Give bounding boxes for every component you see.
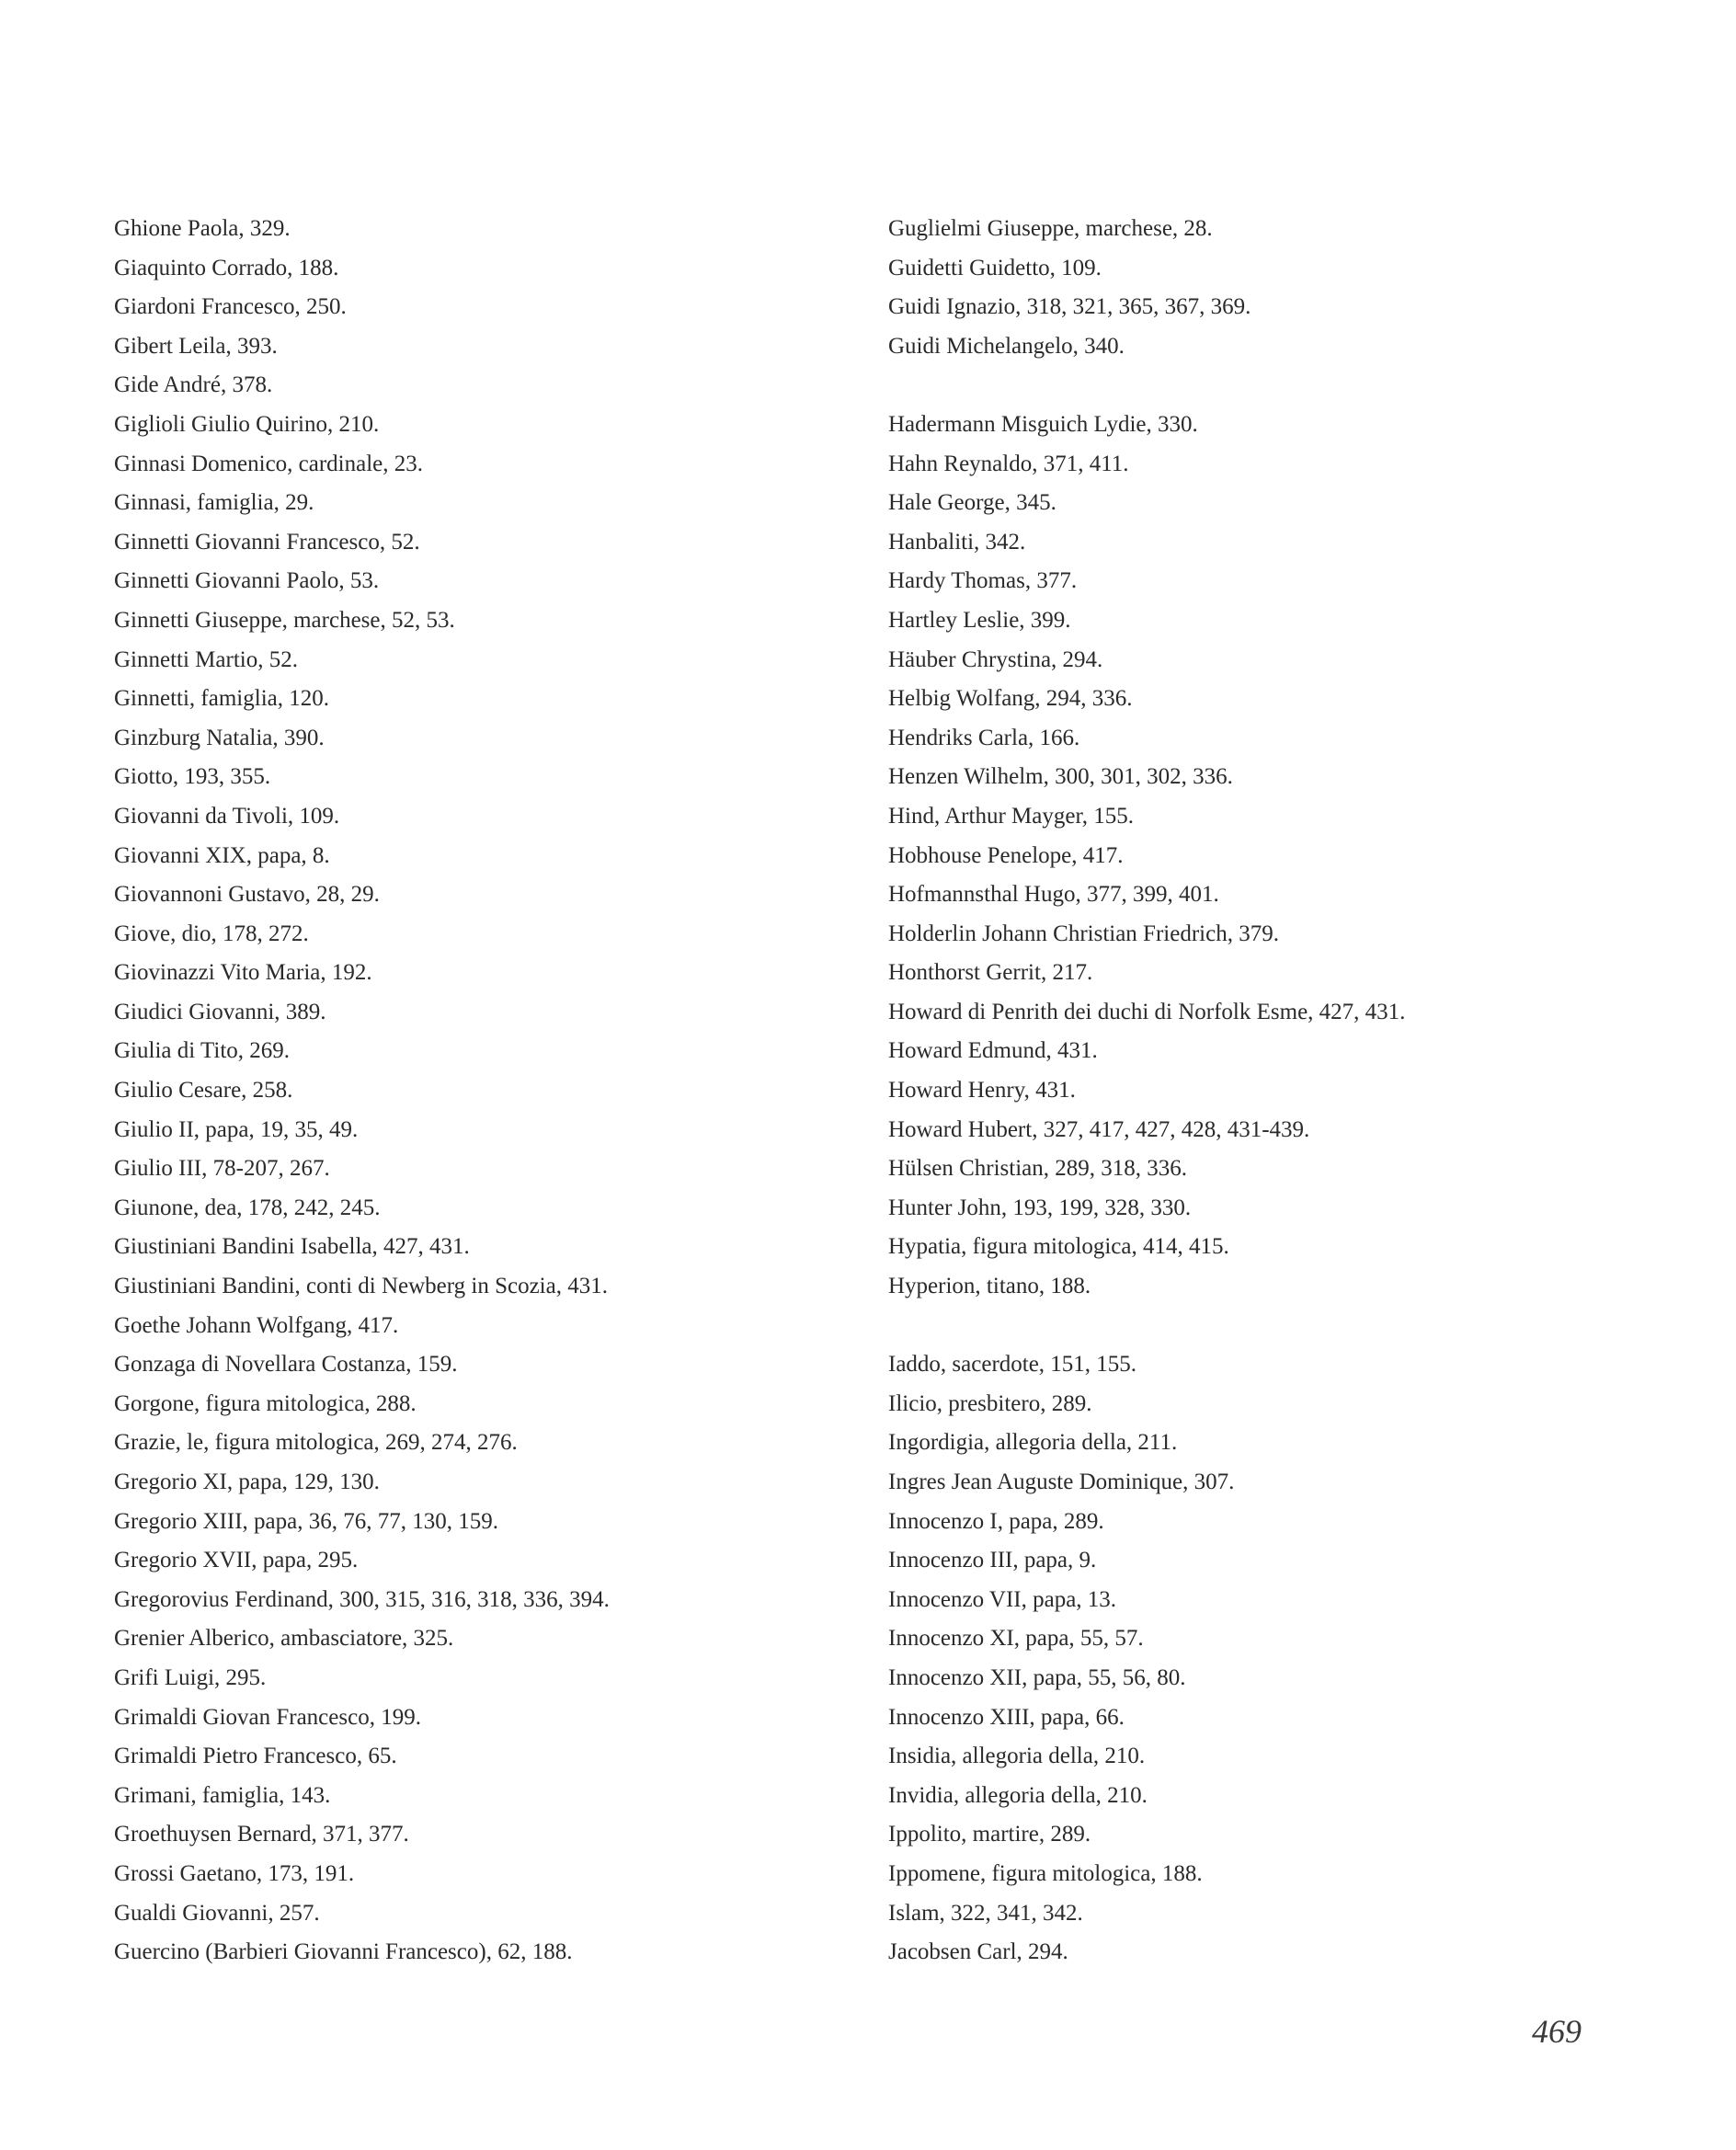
index-entry: Hardy Thomas, 377. [888,568,1078,594]
index-entry: Giovinazzi Vito Maria, 192. [114,960,372,986]
index-entry: Innocenzo I, papa, 289. [888,1508,1104,1534]
index-entry: Ghione Paola, 329. [114,216,291,241]
index-entry: Giulio II, papa, 19, 35, 49. [114,1116,359,1142]
index-entry: Guidi Ignazio, 318, 321, 365, 367, 369. [888,294,1251,320]
index-entry: Howard di Penrith dei duchi di Norfolk Esme, 427, 431. [888,999,1406,1024]
index-entry: Ginnetti Giovanni Paolo, 53. [114,568,380,594]
index-entry: Hülsen Christian, 289, 318, 336. [888,1156,1187,1182]
index-entry: Howard Henry, 431. [888,1078,1076,1104]
index-entry: Grazie, le, figura mitologica, 269, 274, 276. [114,1430,518,1456]
index-entry: Giaquinto Corrado, 188. [114,255,339,280]
index-entry: Ilicio, presbitero, 289. [888,1390,1092,1416]
index-entry: Guidetti Guidetto, 109. [888,255,1102,280]
index-entry: Gregorovius Ferdinand, 300, 315, 316, 318, 336, 394. [114,1586,610,1612]
page-number: 469 [1532,2013,1582,2050]
index-entry: Guglielmi Giuseppe, marchese, 28. [888,216,1213,241]
index-column-right [888,210,1697,1973]
index-entry: Helbig Wolfang, 294, 336. [888,686,1133,712]
index-entry: Gregorio XI, papa, 129, 130. [114,1470,380,1494]
index-entry: Hadermann Misguich Lydie, 330. [888,411,1198,437]
index-entry: Gibert Leila, 393. [114,333,278,359]
index-entry: Innocenzo XIII, papa, 66. [888,1704,1125,1730]
index-entry: Grifi Luigi, 295. [114,1664,267,1690]
index-entry: Giustiniani Bandini Isabella, 427, 431. [114,1234,470,1260]
index-entry: Hyperion, titano, 188. [888,1274,1091,1299]
index-entry: Ginnetti Giovanni Francesco, 52. [114,529,420,555]
index-entry: Innocenzo XII, papa, 55, 56, 80. [888,1664,1186,1690]
index-entry: Ippomene, figura mitologica, 188. [888,1860,1203,1886]
index-entry: Henzen Wilhelm, 300, 301, 302, 336. [888,764,1233,790]
index-entry: Groethuysen Bernard, 371, 377. [114,1822,409,1847]
index-entry: Howard Hubert, 327, 417, 427, 428, 431-439. [888,1116,1310,1142]
index-entry: Ginnetti, famiglia, 120. [114,686,329,712]
index-entry: Häuber Chrystina, 294. [888,646,1103,672]
index-entry: Giovanni da Tivoli, 109. [114,803,340,829]
index-entry: Grimaldi Giovan Francesco, 199. [114,1704,421,1730]
index-entry: Jacobsen Carl, 294. [888,1939,1068,1965]
index-entry: Gorgone, figura mitologica, 288. [114,1390,417,1416]
index-column-left [114,210,923,1973]
index-section-gap [888,1307,1697,1346]
index-entry: Holderlin Johann Christian Friedrich, 379. [888,921,1279,946]
index-entry: Gregorio XVII, papa, 295. [114,1548,359,1573]
index-entry: Giove, dio, 178, 272. [114,921,309,946]
index-section-gap [888,366,1697,406]
index-entry: Islam, 322, 341, 342. [888,1900,1083,1926]
index-entry: Giudici Giovanni, 389. [114,999,326,1024]
index-entry: Guidi Michelangelo, 340. [888,333,1125,359]
index-entry: Gregorio XIII, papa, 36, 76, 77, 130, 159. [114,1508,498,1534]
index-entry: Innocenzo XI, papa, 55, 57. [888,1626,1144,1652]
index-entry: Giunone, dea, 178, 242, 245. [114,1195,381,1220]
index-entry: Innocenzo VII, papa, 13. [888,1586,1117,1612]
index-entry: Hobhouse Penelope, 417. [888,842,1124,868]
index-entry: Giulia di Tito, 269. [114,1038,291,1064]
index-entry: Hale George, 345. [888,490,1056,516]
index-entry: Gonzaga di Novellara Costanza, 159. [114,1352,458,1378]
index-entry: Innocenzo III, papa, 9. [888,1548,1097,1573]
index-entry: Insidia, allegoria della, 210. [888,1744,1146,1769]
index-entry: Hind, Arthur Mayger, 155. [888,803,1135,829]
index-entry: Ingres Jean Auguste Dominique, 307. [888,1470,1235,1494]
index-entry: Giovanni XIX, papa, 8. [114,842,330,868]
index-entry: Ginzburg Natalia, 390. [114,725,325,750]
index-entry: Giardoni Francesco, 250. [114,294,347,320]
index-entry: Hahn Reynaldo, 371, 411. [888,451,1129,476]
index-entry: Invidia, allegoria della, 210. [888,1782,1148,1808]
index-entry: Ginnasi, famiglia, 29. [114,490,314,516]
index-entry: Giulio Cesare, 258. [114,1078,293,1104]
index-entry: Ingordigia, allegoria della, 211. [888,1430,1178,1456]
index-entry: Hendriks Carla, 166. [888,725,1080,750]
index-entry: Giulio III, 78-207, 267. [114,1156,330,1182]
index-entry: Grenier Alberico, ambasciatore, 325. [114,1626,454,1652]
index-entry: Ginnetti Giuseppe, marchese, 52, 53. [114,607,455,633]
index-entry: Goethe Johann Wolfgang, 417. [114,1312,399,1338]
index-entry: Grimani, famiglia, 143. [114,1782,331,1808]
index-entry: Giustiniani Bandini, conti di Newberg in Scozia, 431. [114,1274,608,1299]
index-entry: Giglioli Giulio Quirino, 210. [114,411,380,437]
index-entry: Hanbaliti, 342. [888,529,1026,555]
index-entry: Grossi Gaetano, 173, 191. [114,1860,355,1886]
index-entry: Hofmannsthal Hugo, 377, 399, 401. [888,882,1219,908]
index-entry: Hypatia, figura mitologica, 414, 415. [888,1234,1229,1260]
index-entry: Hunter John, 193, 199, 328, 330. [888,1195,1192,1220]
index-entry: Ginnasi Domenico, cardinale, 23. [114,451,424,476]
index-entry: Hartley Leslie, 399. [888,607,1071,633]
index-entry: Iaddo, sacerdote, 151, 155. [888,1352,1137,1378]
index-entry: Ippolito, martire, 289. [888,1822,1091,1847]
index-entry: Gide André, 378. [114,372,273,398]
index-entry: Giotto, 193, 355. [114,764,271,790]
index-entry: Giovannoni Gustavo, 28, 29. [114,882,380,908]
index-entry: Gualdi Giovanni, 257. [114,1900,320,1926]
index-entry: Howard Edmund, 431. [888,1038,1098,1064]
index-entry: Guercino (Barbieri Giovanni Francesco), 62, 188. [114,1939,573,1965]
index-entry: Ginnetti Martio, 52. [114,646,298,672]
index-entry: Honthorst Gerrit, 217. [888,960,1093,986]
index-entry: Grimaldi Pietro Francesco, 65. [114,1744,397,1769]
